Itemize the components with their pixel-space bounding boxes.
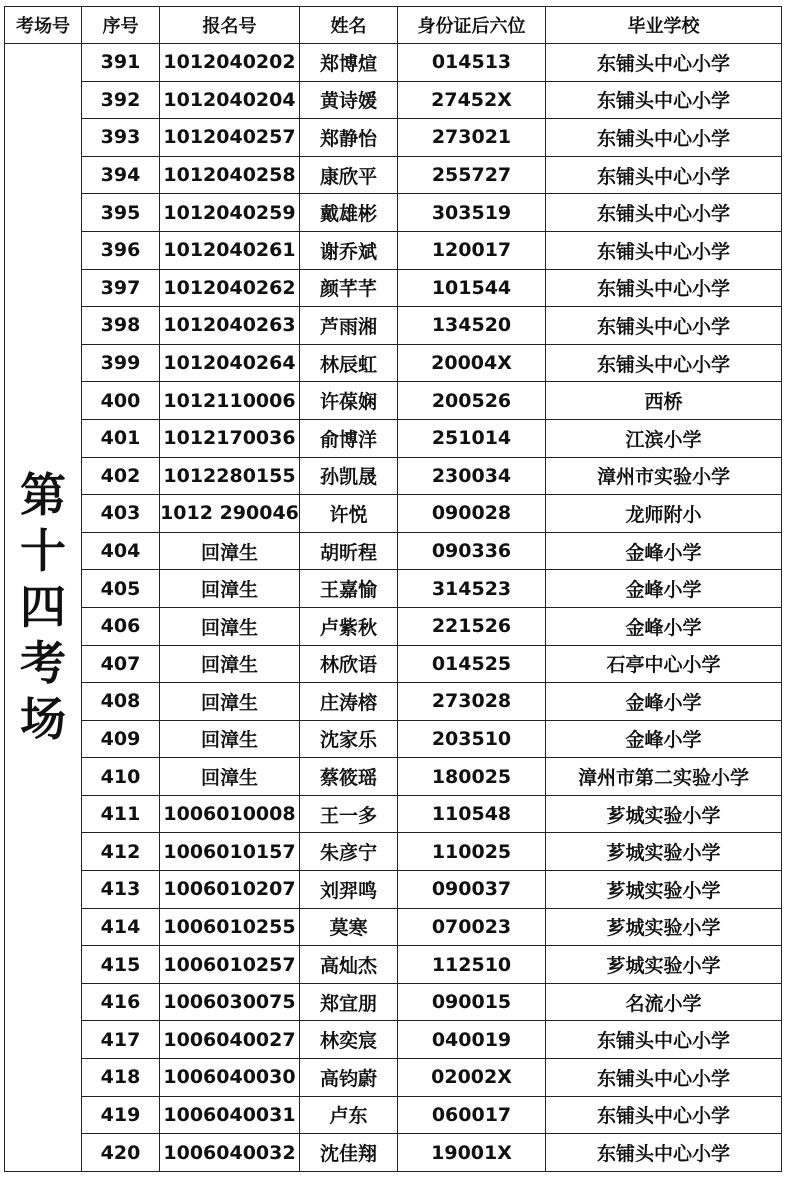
seq-cell: 410 bbox=[82, 758, 160, 796]
seq-cell: 419 bbox=[82, 1096, 160, 1134]
seq-cell: 393 bbox=[82, 119, 160, 157]
reg-no-cell: 1006040030 bbox=[160, 1059, 300, 1097]
name-cell: 卢东 bbox=[300, 1096, 398, 1134]
exam-room-cell bbox=[5, 44, 82, 1172]
header-seq: 序号 bbox=[82, 7, 160, 44]
reg-no-cell: 1012040257 bbox=[160, 119, 300, 157]
school-cell: 东铺头中心小学 bbox=[546, 344, 782, 382]
seq-cell: 404 bbox=[82, 532, 160, 570]
school-cell: 金峰小学 bbox=[546, 607, 782, 645]
name-cell: 俞博洋 bbox=[300, 419, 398, 457]
name-cell: 沈佳翔 bbox=[300, 1134, 398, 1172]
reg-no-cell: 回漳生 bbox=[160, 570, 300, 608]
school-cell: 东铺头中心小学 bbox=[546, 156, 782, 194]
school-cell: 东铺头中心小学 bbox=[546, 44, 782, 82]
name-cell: 郑静怡 bbox=[300, 119, 398, 157]
name-cell: 王嘉愉 bbox=[300, 570, 398, 608]
reg-no-cell: 1012110006 bbox=[160, 382, 300, 420]
name-cell: 孙凯晟 bbox=[300, 457, 398, 495]
name-cell: 康欣平 bbox=[300, 156, 398, 194]
id-last6-cell: 110548 bbox=[398, 795, 546, 833]
reg-no-cell: 回漳生 bbox=[160, 532, 300, 570]
seq-cell: 403 bbox=[82, 495, 160, 533]
table-row bbox=[5, 156, 782, 194]
school-cell: 芗城实验小学 bbox=[546, 871, 782, 909]
seq-cell: 394 bbox=[82, 156, 160, 194]
id-last6-cell: 303519 bbox=[398, 194, 546, 232]
school-cell: 江滨小学 bbox=[546, 419, 782, 457]
name-cell: 许悦 bbox=[300, 495, 398, 533]
id-last6-cell: 090336 bbox=[398, 532, 546, 570]
school-cell: 东铺头中心小学 bbox=[546, 1059, 782, 1097]
seq-cell: 415 bbox=[82, 946, 160, 984]
reg-no-cell: 回漳生 bbox=[160, 720, 300, 758]
table-row bbox=[5, 645, 782, 683]
header-name: 姓名 bbox=[300, 7, 398, 44]
reg-no-cell: 回漳生 bbox=[160, 683, 300, 721]
seq-cell: 405 bbox=[82, 570, 160, 608]
seq-cell: 397 bbox=[82, 269, 160, 307]
name-cell: 高钧蔚 bbox=[300, 1059, 398, 1097]
name-cell: 戴雄彬 bbox=[300, 194, 398, 232]
name-cell: 庄涛榕 bbox=[300, 683, 398, 721]
id-last6-cell: 19001X bbox=[398, 1134, 546, 1172]
id-last6-cell: 273028 bbox=[398, 683, 546, 721]
id-last6-cell: 090028 bbox=[398, 495, 546, 533]
student-table bbox=[4, 6, 782, 1172]
reg-no-cell: 1012040202 bbox=[160, 44, 300, 82]
seq-cell: 414 bbox=[82, 908, 160, 946]
reg-no-cell: 1006010255 bbox=[160, 908, 300, 946]
id-last6-cell: 273021 bbox=[398, 119, 546, 157]
name-cell: 蔡筱瑶 bbox=[300, 758, 398, 796]
reg-no-cell: 1006010008 bbox=[160, 795, 300, 833]
reg-no-cell: 1006030075 bbox=[160, 983, 300, 1021]
id-last6-cell: 255727 bbox=[398, 156, 546, 194]
id-last6-cell: 110025 bbox=[398, 833, 546, 871]
table-row bbox=[5, 231, 782, 269]
exam-room-label: 第十四考场 bbox=[20, 468, 66, 747]
school-cell: 东铺头中心小学 bbox=[546, 1096, 782, 1134]
reg-no-cell: 1006010257 bbox=[160, 946, 300, 984]
name-cell: 刘羿鸣 bbox=[300, 871, 398, 909]
reg-no-cell: 1012040262 bbox=[160, 269, 300, 307]
school-cell: 漳州市第二实验小学 bbox=[546, 758, 782, 796]
seq-cell: 399 bbox=[82, 344, 160, 382]
id-last6-cell: 27452X bbox=[398, 81, 546, 119]
reg-no-cell: 1006010157 bbox=[160, 833, 300, 871]
seq-cell: 396 bbox=[82, 231, 160, 269]
school-cell: 东铺头中心小学 bbox=[546, 269, 782, 307]
table-row bbox=[5, 269, 782, 307]
reg-no-cell: 回漳生 bbox=[160, 645, 300, 683]
table-row bbox=[5, 570, 782, 608]
table-row bbox=[5, 81, 782, 119]
id-last6-cell: 221526 bbox=[398, 607, 546, 645]
seq-cell: 408 bbox=[82, 683, 160, 721]
school-cell: 名流小学 bbox=[546, 983, 782, 1021]
name-cell: 胡昕程 bbox=[300, 532, 398, 570]
id-last6-cell: 203510 bbox=[398, 720, 546, 758]
name-cell: 林欣语 bbox=[300, 645, 398, 683]
table-row bbox=[5, 1021, 782, 1059]
id-last6-cell: 251014 bbox=[398, 419, 546, 457]
id-last6-cell: 134520 bbox=[398, 307, 546, 345]
reg-no-cell: 1012 290046 bbox=[160, 495, 300, 533]
reg-no-cell: 1012040264 bbox=[160, 344, 300, 382]
id-last6-cell: 314523 bbox=[398, 570, 546, 608]
seq-cell: 412 bbox=[82, 833, 160, 871]
seq-cell: 406 bbox=[82, 607, 160, 645]
name-cell: 林奕宸 bbox=[300, 1021, 398, 1059]
id-last6-cell: 02002X bbox=[398, 1059, 546, 1097]
header-row bbox=[5, 7, 782, 44]
table-row bbox=[5, 194, 782, 232]
id-last6-cell: 060017 bbox=[398, 1096, 546, 1134]
reg-no-cell: 1006040032 bbox=[160, 1134, 300, 1172]
id-last6-cell: 230034 bbox=[398, 457, 546, 495]
name-cell: 许葆娴 bbox=[300, 382, 398, 420]
reg-no-cell: 1006010207 bbox=[160, 871, 300, 909]
seq-cell: 413 bbox=[82, 871, 160, 909]
reg-no-cell: 1012040258 bbox=[160, 156, 300, 194]
header-id-last6: 身份证后六位 bbox=[398, 7, 546, 44]
table-row bbox=[5, 44, 782, 82]
table-row bbox=[5, 119, 782, 157]
reg-no-cell: 回漳生 bbox=[160, 758, 300, 796]
table-row bbox=[5, 495, 782, 533]
name-cell: 王一多 bbox=[300, 795, 398, 833]
school-cell: 金峰小学 bbox=[546, 683, 782, 721]
table-row bbox=[5, 946, 782, 984]
reg-no-cell: 1012170036 bbox=[160, 419, 300, 457]
seq-cell: 417 bbox=[82, 1021, 160, 1059]
name-cell: 高灿杰 bbox=[300, 946, 398, 984]
reg-no-cell: 1012040261 bbox=[160, 231, 300, 269]
name-cell: 林辰虹 bbox=[300, 344, 398, 382]
name-cell: 芦雨湘 bbox=[300, 307, 398, 345]
name-cell: 黄诗媛 bbox=[300, 81, 398, 119]
school-cell: 东铺头中心小学 bbox=[546, 119, 782, 157]
reg-no-cell: 回漳生 bbox=[160, 607, 300, 645]
reg-no-cell: 1012280155 bbox=[160, 457, 300, 495]
table-row bbox=[5, 532, 782, 570]
school-cell: 漳州市实验小学 bbox=[546, 457, 782, 495]
seq-cell: 420 bbox=[82, 1134, 160, 1172]
seq-cell: 418 bbox=[82, 1059, 160, 1097]
seq-cell: 409 bbox=[82, 720, 160, 758]
table-row bbox=[5, 983, 782, 1021]
reg-no-cell: 1012040263 bbox=[160, 307, 300, 345]
id-last6-cell: 070023 bbox=[398, 908, 546, 946]
name-cell: 谢乔斌 bbox=[300, 231, 398, 269]
seq-cell: 402 bbox=[82, 457, 160, 495]
table-body bbox=[5, 7, 782, 1172]
seq-cell: 398 bbox=[82, 307, 160, 345]
id-last6-cell: 112510 bbox=[398, 946, 546, 984]
id-last6-cell: 101544 bbox=[398, 269, 546, 307]
table-row bbox=[5, 683, 782, 721]
table-row bbox=[5, 1096, 782, 1134]
seq-cell: 416 bbox=[82, 983, 160, 1021]
id-last6-cell: 120017 bbox=[398, 231, 546, 269]
school-cell: 金峰小学 bbox=[546, 570, 782, 608]
table-row bbox=[5, 795, 782, 833]
header-reg-no: 报名号 bbox=[160, 7, 300, 44]
school-cell: 金峰小学 bbox=[546, 532, 782, 570]
school-cell: 金峰小学 bbox=[546, 720, 782, 758]
table-row bbox=[5, 307, 782, 345]
name-cell: 颜芊芊 bbox=[300, 269, 398, 307]
school-cell: 石亭中心小学 bbox=[546, 645, 782, 683]
table-row bbox=[5, 758, 782, 796]
school-cell: 芗城实验小学 bbox=[546, 908, 782, 946]
reg-no-cell: 1006040031 bbox=[160, 1096, 300, 1134]
name-cell: 卢紫秋 bbox=[300, 607, 398, 645]
name-cell: 郑博煊 bbox=[300, 44, 398, 82]
name-cell: 郑宜朋 bbox=[300, 983, 398, 1021]
seq-cell: 400 bbox=[82, 382, 160, 420]
table-row bbox=[5, 833, 782, 871]
table-row bbox=[5, 419, 782, 457]
school-cell: 东铺头中心小学 bbox=[546, 231, 782, 269]
seq-cell: 391 bbox=[82, 44, 160, 82]
school-cell: 东铺头中心小学 bbox=[546, 307, 782, 345]
table-row bbox=[5, 1059, 782, 1097]
school-cell: 东铺头中心小学 bbox=[546, 194, 782, 232]
table-row bbox=[5, 607, 782, 645]
table-row bbox=[5, 344, 782, 382]
name-cell: 莫寒 bbox=[300, 908, 398, 946]
school-cell: 东铺头中心小学 bbox=[546, 81, 782, 119]
table-row bbox=[5, 720, 782, 758]
school-cell: 东铺头中心小学 bbox=[546, 1134, 782, 1172]
table-row bbox=[5, 457, 782, 495]
id-last6-cell: 180025 bbox=[398, 758, 546, 796]
id-last6-cell: 20004X bbox=[398, 344, 546, 382]
id-last6-cell: 200526 bbox=[398, 382, 546, 420]
table-row bbox=[5, 382, 782, 420]
seq-cell: 407 bbox=[82, 645, 160, 683]
seq-cell: 395 bbox=[82, 194, 160, 232]
school-cell: 龙师附小 bbox=[546, 495, 782, 533]
reg-no-cell: 1012040259 bbox=[160, 194, 300, 232]
school-cell: 芗城实验小学 bbox=[546, 795, 782, 833]
seq-cell: 392 bbox=[82, 81, 160, 119]
id-last6-cell: 090037 bbox=[398, 871, 546, 909]
table-row bbox=[5, 1134, 782, 1172]
exam-room-list bbox=[4, 6, 782, 1172]
id-last6-cell: 014525 bbox=[398, 645, 546, 683]
school-cell: 东铺头中心小学 bbox=[546, 1021, 782, 1059]
seq-cell: 401 bbox=[82, 419, 160, 457]
table-row bbox=[5, 871, 782, 909]
school-cell: 芗城实验小学 bbox=[546, 833, 782, 871]
id-last6-cell: 014513 bbox=[398, 44, 546, 82]
school-cell: 西桥 bbox=[546, 382, 782, 420]
id-last6-cell: 040019 bbox=[398, 1021, 546, 1059]
reg-no-cell: 1012040204 bbox=[160, 81, 300, 119]
name-cell: 朱彦宁 bbox=[300, 833, 398, 871]
header-school: 毕业学校 bbox=[546, 7, 782, 44]
seq-cell: 411 bbox=[82, 795, 160, 833]
header-room: 考场号 bbox=[5, 7, 82, 44]
school-cell: 芗城实验小学 bbox=[546, 946, 782, 984]
table-row bbox=[5, 908, 782, 946]
id-last6-cell: 090015 bbox=[398, 983, 546, 1021]
name-cell: 沈家乐 bbox=[300, 720, 398, 758]
reg-no-cell: 1006040027 bbox=[160, 1021, 300, 1059]
